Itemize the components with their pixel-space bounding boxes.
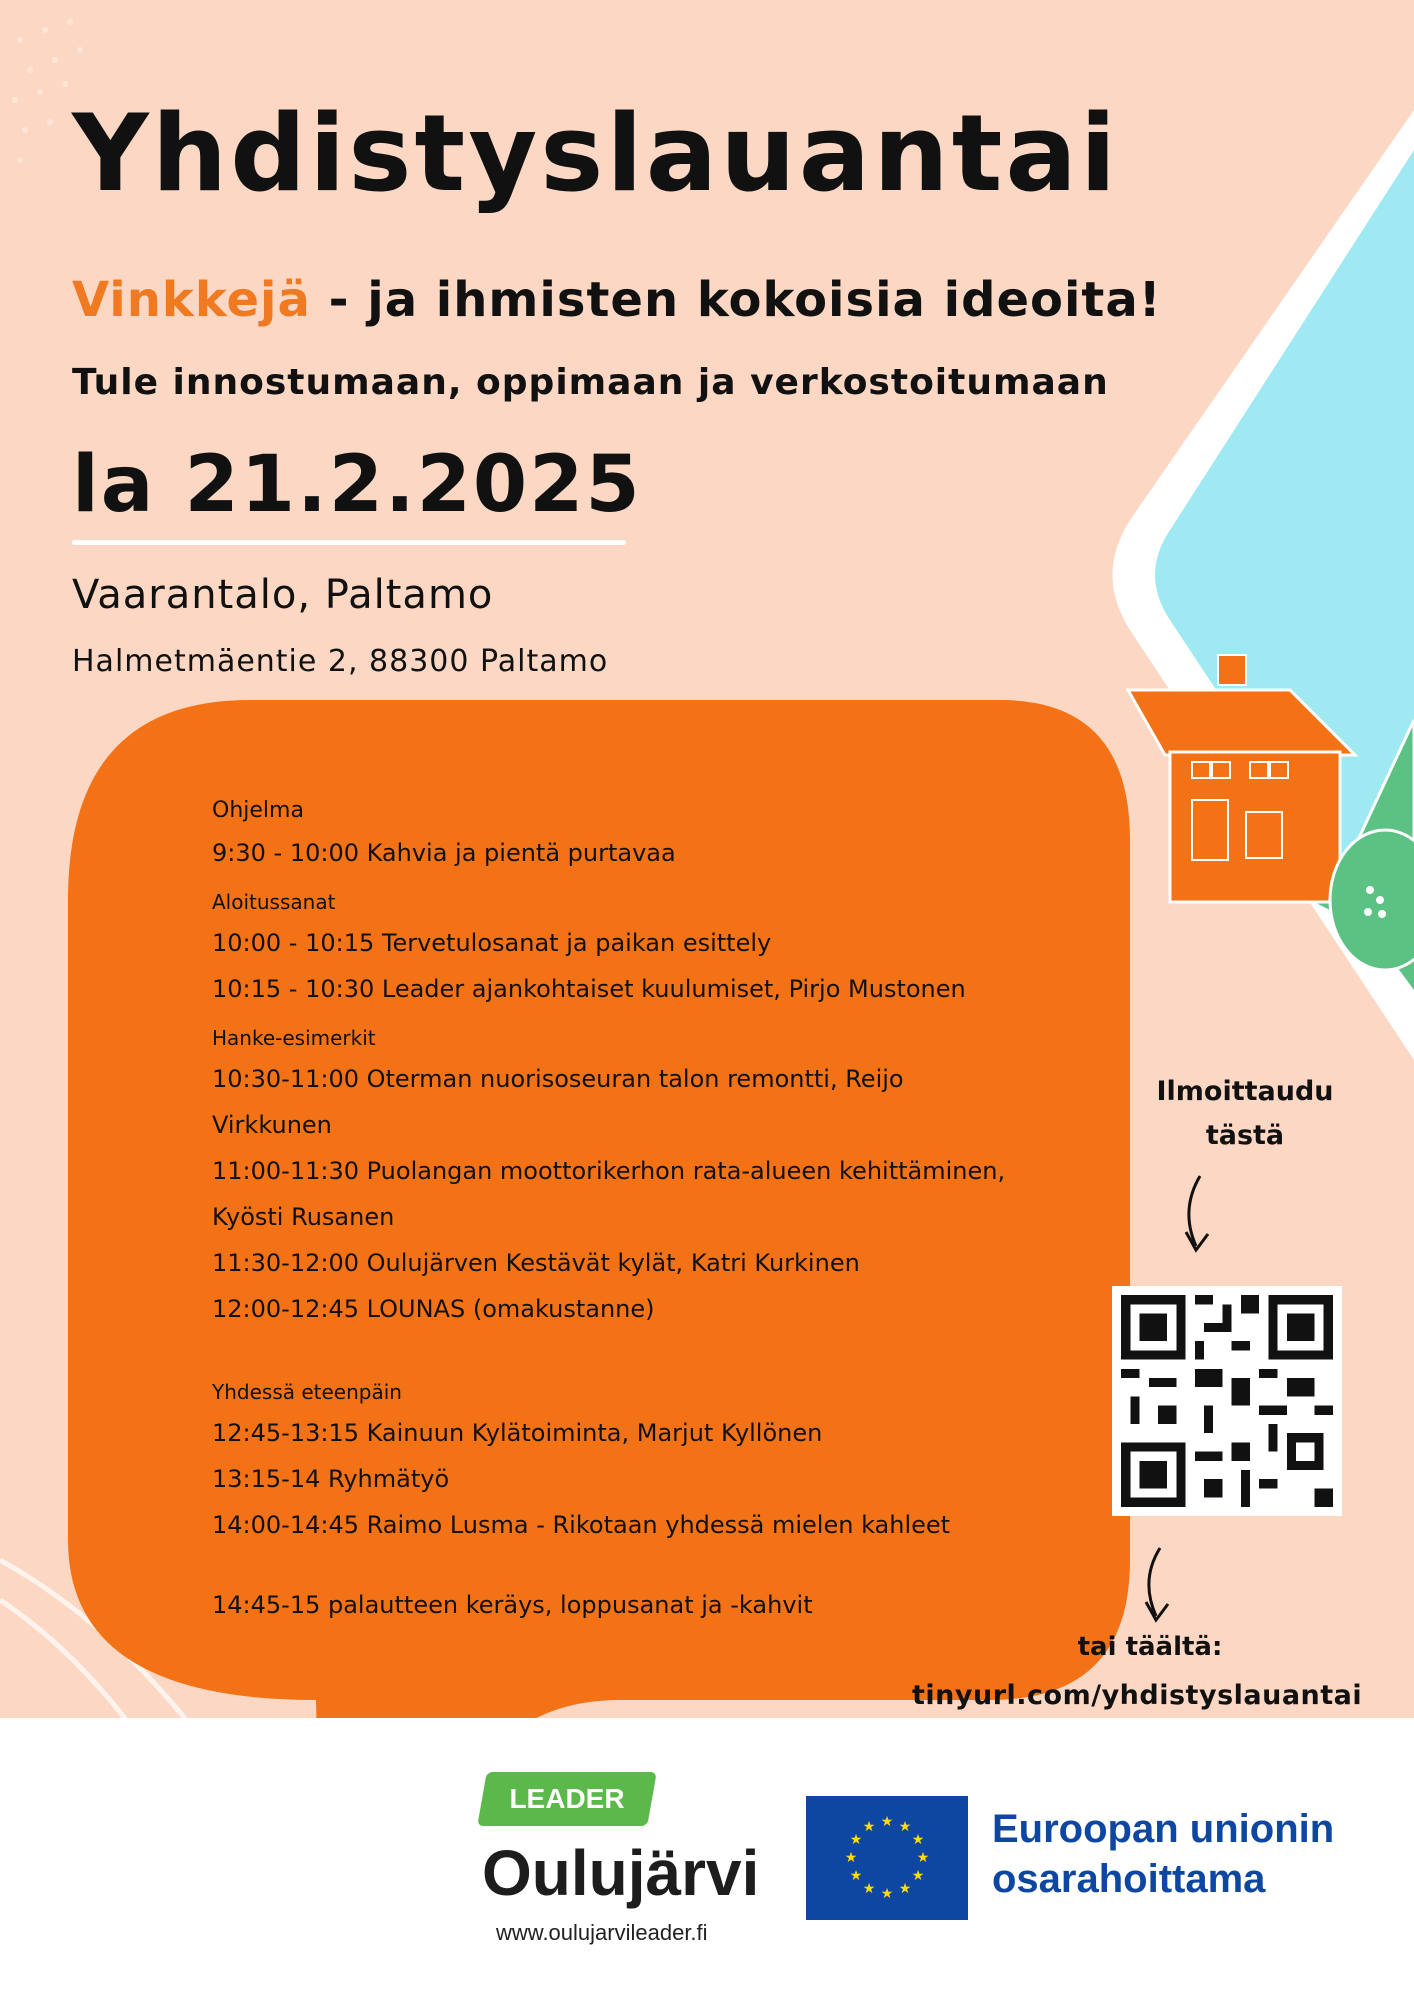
event-subtitle [72,272,1162,328]
program-item: 13:15-14 Ryhmätyö [212,1465,450,1493]
event-title: Yhdistyslauantai [72,92,1120,215]
registration-link[interactable]: tinyurl.com/yhdistyslauantai [912,1680,1363,1711]
registration-label-line1: Ilmoittaudu [1156,1076,1334,1107]
svg-text:★: ★ [898,1881,912,1897]
svg-text:★: ★ [849,1832,863,1848]
website-link[interactable]: www.oulujarvileader.fi [496,1920,708,1945]
program-item: 11:30-12:00 Oulujärven Kestävät kylät, Katri Kurkinen [212,1249,860,1277]
spacer [212,1548,1132,1582]
svg-text:★: ★ [916,1850,930,1866]
subtitle-rest: - ja ihmisten kokoisia ideoita! [310,272,1162,328]
program-item: 10:30-11:00 Oterman nuorisoseuran talon remontti, Reijo [212,1065,904,1093]
brand-name: Oulujärvi [482,1837,760,1909]
program-item: 9:30 - 10:00 Kahvia ja pientä purtavaa [212,839,676,867]
leader-badge-label: LEADER [509,1783,625,1814]
svg-text:★: ★ [880,1886,894,1902]
eu-text-line2: osarahoittama [992,1857,1266,1901]
event-venue: Vaarantalo, Paltamo [72,572,494,618]
section-heading: Yhdessä eteenpäin [212,1380,402,1404]
subtitle-accent: Vinkkejä [72,272,311,328]
eu-text-line1: Euroopan unionin [992,1807,1335,1851]
svg-text:★: ★ [880,1814,894,1830]
program-item: 10:15 - 10:30 Leader ajankohtaiset kuulumiset, Pirjo Mustonen [212,975,966,1003]
registration-label [1140,1070,1350,1158]
registration-label-line2: tästä [1205,1120,1285,1151]
event-address: Halmetmäentie 2, 88300 Paltamo [72,644,609,679]
arrow-down-icon [1146,1548,1168,1620]
eu-funding-text [992,1804,1334,1904]
svg-text:★: ★ [911,1868,925,1884]
program-item: 12:00-12:45 LOUNAS (omakustanne) [212,1295,655,1323]
program-item: 10:00 - 10:15 Tervetulosanat ja paikan esittely [212,929,772,957]
program-item: Kyösti Rusanen [212,1203,395,1231]
event-date: la 21.2.2025 [72,440,642,530]
svg-text:★: ★ [862,1819,876,1835]
svg-text:★: ★ [898,1819,912,1835]
alternative-label: tai täältä: [1077,1632,1223,1662]
section-heading: Aloitussanat [212,890,336,914]
program-item: 14:00-14:45 Raimo Lusma - Rikotaan yhdessä mielen kahleet [212,1511,951,1539]
arrow-down-icon [1186,1176,1208,1250]
program-item: 12:45-13:15 Kainuun Kylätoiminta, Marjut Kyllönen [212,1419,823,1447]
qr-code[interactable] [1112,1286,1342,1516]
program-item: Virkkunen [212,1111,332,1139]
spacer [212,1332,1132,1366]
program-heading: Ohjelma [212,798,304,823]
event-tagline: Tule innostumaan, oppimaan ja verkostoitumaan [72,362,1109,403]
svg-text:★: ★ [849,1868,863,1884]
section-heading: Hanke-esimerkit [212,1026,376,1050]
svg-text:★: ★ [862,1881,876,1897]
program-item: 14:45-15 palautteen keräys, loppusanat ja -kahvit [212,1591,813,1619]
program-list [212,792,1132,1628]
leader-logo-badge [477,1772,657,1826]
date-underline [72,540,626,545]
program-item: 11:00-11:30 Puolangan moottorikerhon rata-alueen kehittäminen, [212,1157,1006,1185]
eu-flag-icon [806,1796,968,1920]
svg-text:★: ★ [844,1850,858,1866]
svg-text:★: ★ [911,1832,925,1848]
